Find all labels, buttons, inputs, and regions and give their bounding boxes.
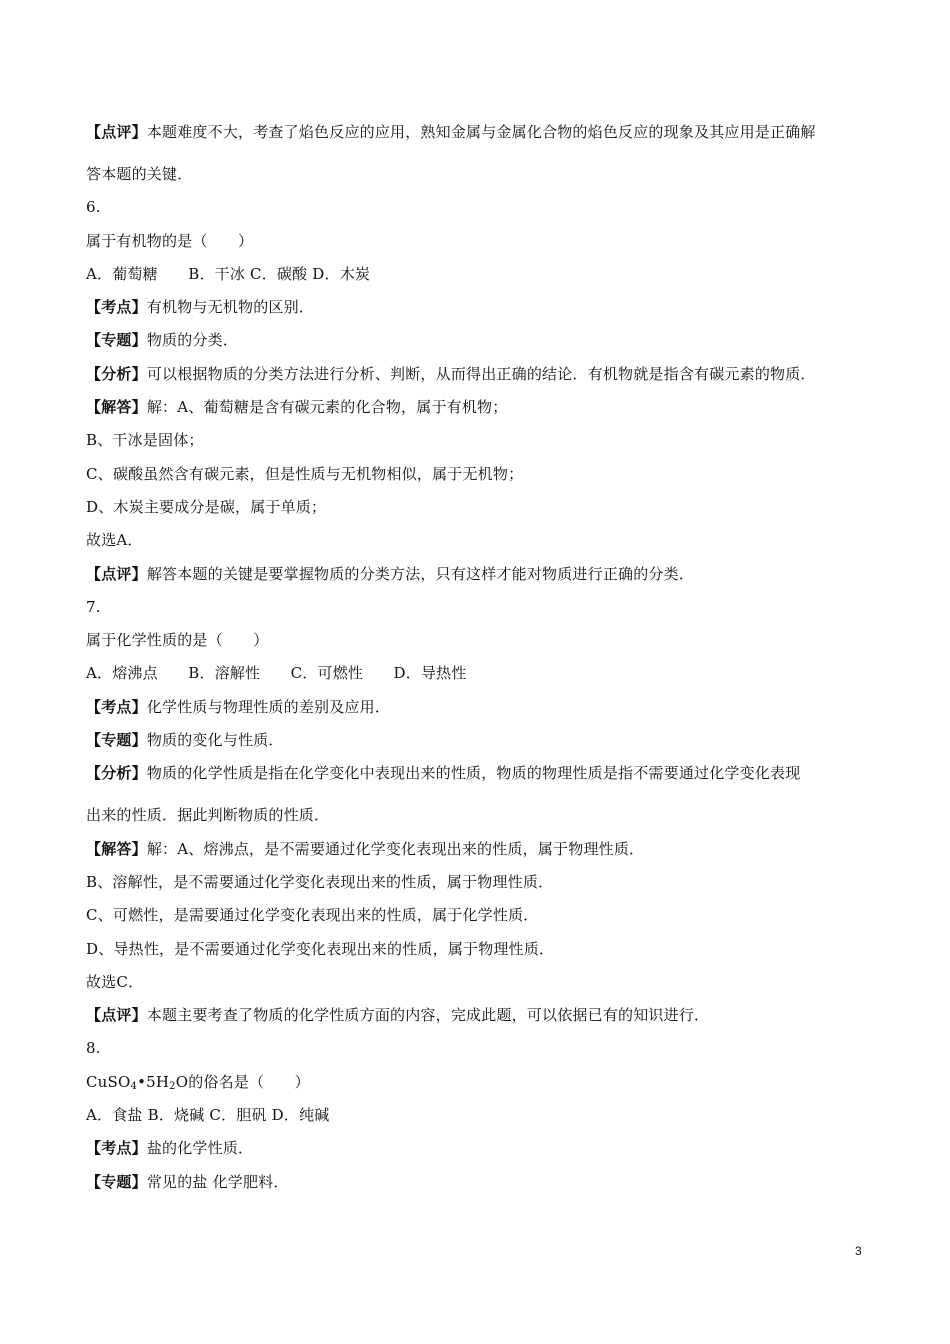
question-6-options: A．葡萄糖 B．干冰 C．碳酸 D．木炭	[86, 264, 371, 283]
question-8-number: 8.	[86, 1039, 101, 1058]
question-6-stem: 属于有机物的是（ ）	[86, 231, 254, 250]
question-7-options: A．熔沸点 B．溶解性 C．可燃性 D．导热性	[86, 664, 467, 683]
question-7-jieda: 【解答】解：A、熔沸点，是不需要通过化学变化表现出来的性质，属于物理性质．	[86, 839, 645, 858]
chemical-formula: $CuSO_4•5H_2O$	[86, 1072, 189, 1092]
zhuanti-tag: 【专题】	[86, 1172, 147, 1191]
question-7-answer: 故选C．	[86, 972, 144, 991]
comment-text: 本题难度不大，考查了焰色反应的应用，熟知金属与金属化合物的焰色反应的现象及其应用是正确解	[146, 123, 816, 141]
question-7-stem: 属于化学性质的是（ ）	[86, 631, 269, 650]
kaodian-tag: 【考点】	[86, 298, 147, 317]
question-6-option-b-explanation: B、干冰是固体；	[86, 431, 204, 450]
question-6-jieda: 【解答】解：A、葡萄糖是含有碳元素的化合物，属于有机物；	[86, 398, 508, 417]
question-7-number: 7.	[86, 597, 101, 616]
dianping-tag: 【点评】	[86, 564, 147, 583]
question-8-kaodian: 【考点】盐的化学性质．	[86, 1139, 254, 1158]
zhuanti-tag: 【专题】	[86, 331, 147, 350]
question-7-option-b-explanation: B、溶解性，是不需要通过化学变化表现出来的性质，属于物理性质．	[86, 872, 554, 891]
question-6-option-d-explanation: D、木炭主要成分是碳，属于单质；	[86, 497, 327, 516]
question-6-fenxi: 【分析】可以根据物质的分类方法进行分析、判断，从而得出正确的结论．有机物就是指含有碳元素的物质．	[86, 364, 816, 383]
comment-line	[86, 122, 876, 142]
question-8-options: A．食盐 B．烧碱 C．胆矾 D．纯碱	[86, 1106, 330, 1125]
kaodian-tag: 【考点】	[86, 697, 147, 716]
fenxi-tag: 【分析】	[86, 764, 147, 783]
question-6-option-c-explanation: C、碳酸虽然含有碳元素，但是性质与无机物相似，属于无机物；	[86, 464, 524, 483]
comment-line-continued	[86, 164, 876, 184]
question-6-answer: 故选A．	[86, 531, 143, 550]
question-7-fenxi: 【分析】物质的化学性质是指在化学变化中表现出来的性质，物质的物理性质是指不需要通过化学变化表现	[86, 764, 801, 783]
question-6-number: 6.	[86, 198, 101, 217]
page-number: 3	[855, 1244, 862, 1258]
kaodian-tag: 【考点】	[86, 1139, 147, 1158]
zhuanti-tag: 【专题】	[86, 731, 147, 750]
question-6-zhuanti: 【专题】物质的分类．	[86, 331, 239, 350]
comment-text-continued: 答本题的关键．	[86, 165, 193, 183]
question-6-kaodian: 【考点】有机物与无机物的区别．	[86, 298, 315, 317]
fenxi-tag: 【分析】	[86, 364, 147, 383]
jieda-tag: 【解答】	[86, 398, 147, 417]
question-7-fenxi-continued: 出来的性质．据此判断物质的性质．	[86, 806, 330, 825]
question-8-zhuanti: 【专题】常见的盐 化学肥料．	[86, 1172, 289, 1191]
question-7-option-c-explanation: C、可燃性，是需要通过化学变化表现出来的性质，属于化学性质．	[86, 906, 539, 925]
question-6-dianping: 【点评】解答本题的关键是要掌握物质的分类方法，只有这样才能对物质进行正确的分类．	[86, 564, 695, 583]
page-content	[86, 122, 876, 1205]
question-7-dianping: 【点评】本题主要考查了物质的化学性质方面的内容，完成此题，可以依据已有的知识进行．	[86, 1006, 710, 1025]
question-7-zhuanti: 【专题】物质的变化与性质．	[86, 731, 284, 750]
question-7-kaodian: 【考点】化学性质与物理性质的差别及应用．	[86, 697, 391, 716]
question-7-option-d-explanation: D、导热性，是不需要通过化学变化表现出来的性质，属于物理性质．	[86, 939, 555, 958]
jieda-tag: 【解答】	[86, 839, 147, 858]
comment-tag: 【点评】	[86, 123, 147, 141]
dianping-tag: 【点评】	[86, 1006, 147, 1025]
question-8-stem: $CuSO_4•5H_2O$的俗名是（ ）	[86, 1072, 310, 1092]
